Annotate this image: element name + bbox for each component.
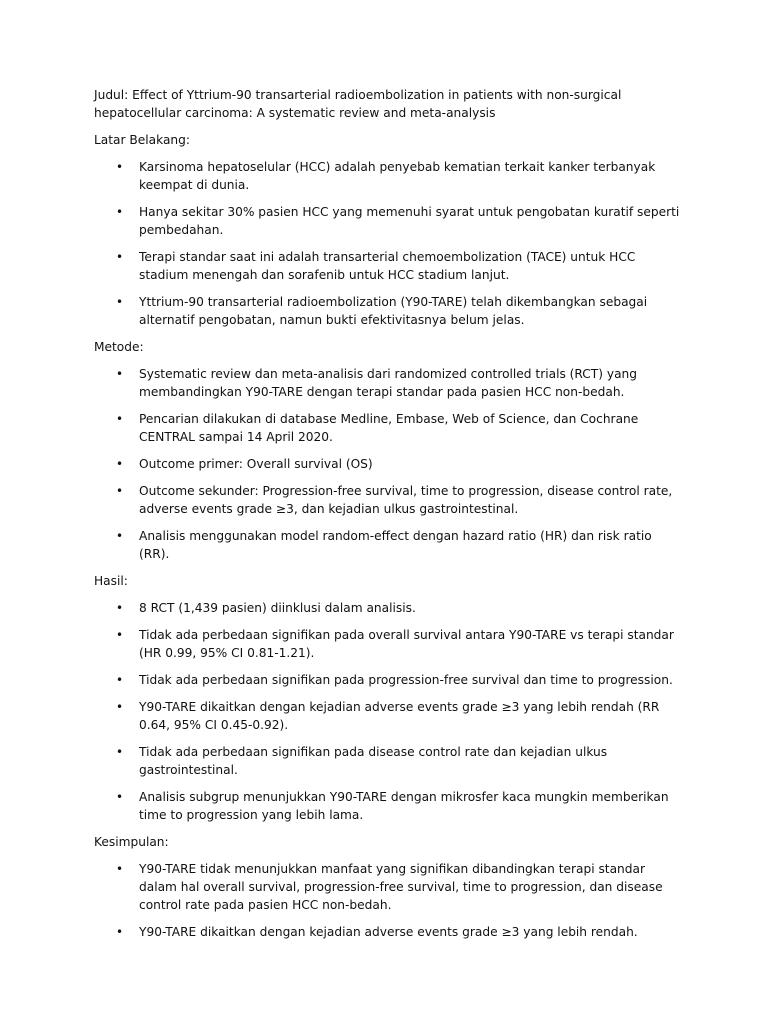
document-title: Judul: Effect of Yttrium-90 transarterial radioembolization in patients with non-surgical hepatocellular carcinoma: A systematic review and meta-analysis: [94, 88, 622, 120]
list-item-text: Outcome sekunder: Progression-free survival, time to progression, disease control rate, adverse events grade ≥3, dan kejadian ulkus gastrointestinal.: [139, 484, 673, 516]
list-item-text: Tidak ada perbedaan signifikan pada disease control rate dan kejadian ulkus gastrointestinal.: [139, 745, 608, 777]
bullet-icon: •: [116, 205, 124, 219]
list-item-text: Pencarian dilakukan di database Medline, Embase, Web of Science, dan Cochrane CENTRAL sampai 14 April 2020.: [139, 412, 639, 444]
bullet-icon: •: [116, 745, 124, 759]
bullet-icon: •: [116, 925, 124, 939]
kesimpulan-list: [94, 860, 684, 941]
list-item-text: Outcome primer: Overall survival (OS): [139, 457, 373, 471]
list-item-text: Analisis menggunakan model random-effect dengan hazard ratio (HR) dan risk ratio (RR).: [139, 529, 652, 561]
hasil-list: [94, 599, 684, 824]
section-heading-metode: Metode:: [94, 340, 144, 354]
list-item: [94, 293, 684, 329]
list-item: [94, 158, 684, 194]
list-item-text: Karsinoma hepatoselular (HCC) adalah penyebab kematian terkait kanker terbanyak keempat di dunia.: [139, 160, 656, 192]
bullet-icon: •: [116, 160, 124, 174]
list-item: [94, 455, 684, 473]
bullet-icon: •: [116, 628, 124, 642]
list-item: [94, 365, 684, 401]
list-item-text: 8 RCT (1,439 pasien) diinklusi dalam analisis.: [139, 601, 416, 615]
bullet-icon: •: [116, 601, 124, 615]
bullet-icon: •: [116, 862, 124, 876]
list-item: [94, 743, 684, 779]
list-item-text: Y90-TARE dikaitkan dengan kejadian adverse events grade ≥3 yang lebih rendah (RR 0.64, 95% CI 0.45-0.92).: [139, 700, 660, 732]
bullet-icon: •: [116, 412, 124, 426]
list-item-text: Tidak ada perbedaan signifikan pada overall survival antara Y90-TARE vs terapi standar (HR 0.99, 95% CI 0.81-1.21).: [139, 628, 674, 660]
bullet-icon: •: [116, 790, 124, 804]
bullet-icon: •: [116, 529, 124, 543]
section-heading-kesimpulan: Kesimpulan:: [94, 835, 169, 849]
list-item: [94, 482, 684, 518]
list-item: [94, 626, 684, 662]
list-item-text: Yttrium-90 transarterial radioembolization (Y90-TARE) telah dikembangkan sebagai alternatif pengobatan, namun bukti efektivitasnya belum jelas.: [139, 295, 648, 327]
list-item-text: Terapi standar saat ini adalah transarterial chemoembolization (TACE) untuk HCC stadium menengah dan sorafenib untuk HCC stadium lanjut.: [139, 250, 636, 282]
bullet-icon: •: [116, 673, 124, 687]
bullet-icon: •: [116, 484, 124, 498]
latar-belakang-list: [94, 158, 684, 329]
list-item: [94, 923, 684, 941]
bullet-icon: •: [116, 250, 124, 264]
list-item: [94, 203, 684, 239]
bullet-icon: •: [116, 367, 124, 381]
list-item-text: Tidak ada perbedaan signifikan pada progression-free survival dan time to progression.: [139, 673, 673, 687]
document-body: [94, 86, 684, 950]
list-item-text: Y90-TARE tidak menunjukkan manfaat yang signifikan dibandingkan terapi standar dalam hal overall survival, progression-free survival, time to progression, dan disease control rate pada pasien HCC non-bedah.: [139, 862, 663, 912]
list-item-text: Analisis subgrup menunjukkan Y90-TARE dengan mikrosfer kaca mungkin memberikan time to progression yang lebih lama.: [139, 790, 669, 822]
list-item-text: Hanya sekitar 30% pasien HCC yang memenuhi syarat untuk pengobatan kuratif seperti pembedahan.: [139, 205, 680, 237]
bullet-icon: •: [116, 700, 124, 714]
section-heading-latar-belakang: Latar Belakang:: [94, 133, 190, 147]
list-item: [94, 860, 684, 914]
list-item: [94, 248, 684, 284]
bullet-icon: •: [116, 295, 124, 309]
bullet-icon: •: [116, 457, 124, 471]
list-item: [94, 698, 684, 734]
list-item: [94, 599, 684, 617]
list-item: [94, 788, 684, 824]
list-item-text: Systematic review dan meta-analisis dari randomized controlled trials (RCT) yang membandingkan Y90-TARE dengan terapi standar pada pasien HCC non-bedah.: [139, 367, 638, 399]
list-item: [94, 410, 684, 446]
section-heading-hasil: Hasil:: [94, 574, 128, 588]
list-item-text: Y90-TARE dikaitkan dengan kejadian adverse events grade ≥3 yang lebih rendah.: [139, 925, 638, 939]
list-item: [94, 527, 684, 563]
metode-list: [94, 365, 684, 563]
list-item: [94, 671, 684, 689]
